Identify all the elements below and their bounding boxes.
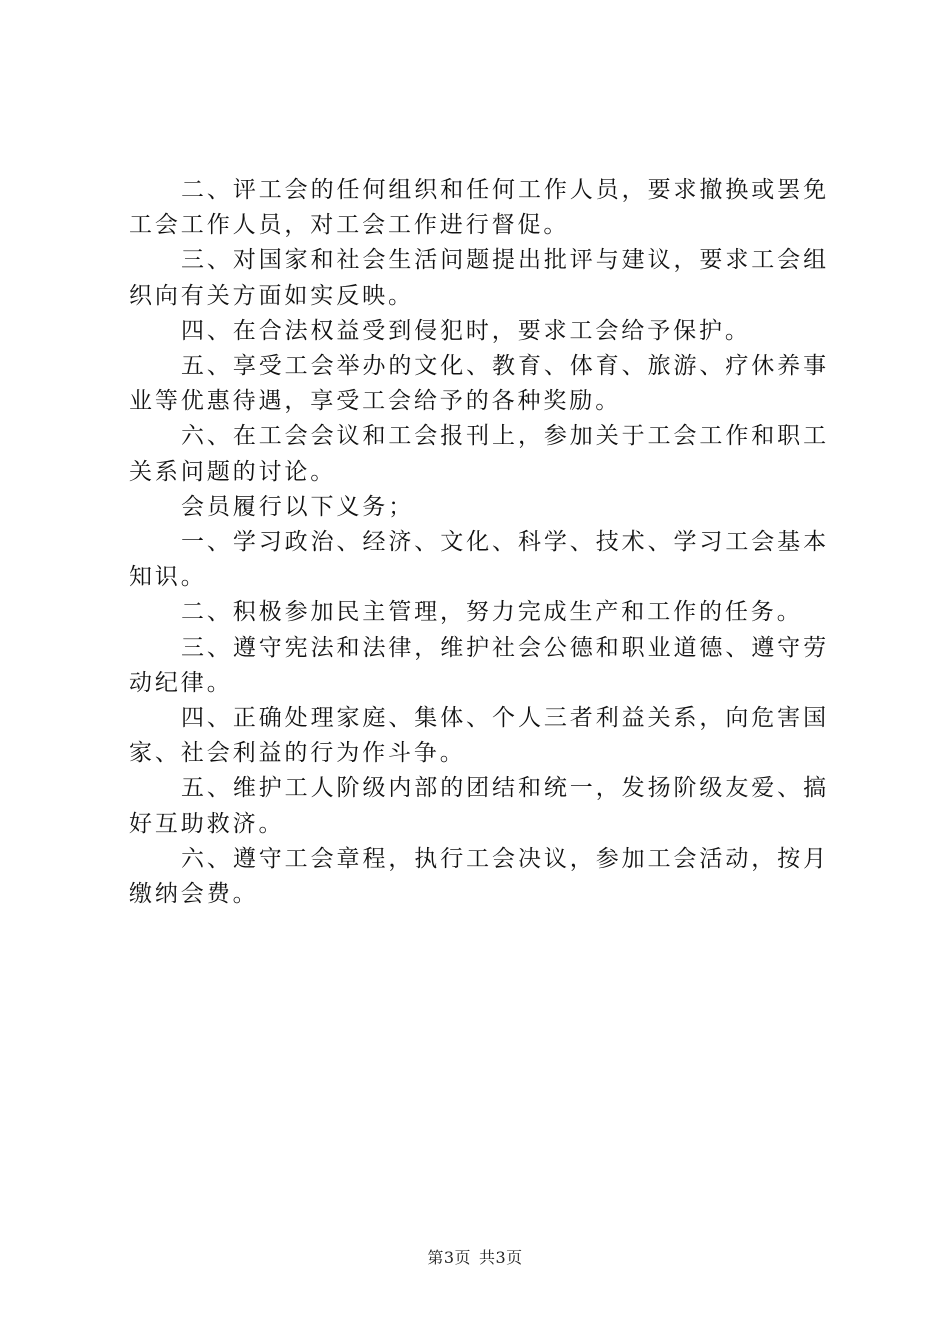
paragraph-right-supervise: 二、评工会的任何组织和任何工作人员，要求撤换或罢免工会工作人员，对工会工作进行督促。 (129, 177, 829, 239)
paragraph-right-benefits: 五、享受工会举办的文化、教育、体育、旅游、疗休养事业等优惠待遇，享受工会给予的各种奖励。 (129, 353, 829, 415)
page-footer (0, 1245, 950, 1268)
paragraph-duties-heading: 会员履行以下义务； (181, 493, 415, 520)
paragraph-duty-law: 三、遵守宪法和法律，维护社会公德和职业道德、遵守劳动纪律。 (129, 634, 829, 696)
paragraph-duty-interests: 四、正确处理家庭、集体、个人三者利益关系，向危害国家、社会利益的行为作斗争。 (129, 705, 829, 767)
paragraph-right-discussion: 六、在工会会议和工会报刊上，参加关于工会工作和职工关系问题的讨论。 (129, 423, 829, 485)
paragraph-duty-management: 二、积极参加民主管理，努力完成生产和工作的任务。 (181, 599, 803, 626)
page-number: 第3页 (427, 1248, 471, 1267)
paragraph-right-protection: 四、在合法权益受到侵犯时，要求工会给予保护。 (181, 317, 751, 344)
document-body (129, 173, 829, 912)
paragraph-duty-dues: 六、遵守工会章程，执行工会决议，参加工会活动，按月缴纳会费。 (129, 845, 829, 908)
paragraph-duty-unity: 五、维护工人阶级内部的团结和统一，发扬阶级友爱、搞好互助救济。 (129, 775, 829, 837)
paragraph-right-criticize: 三、对国家和社会生活问题提出批评与建议，要求工会组织向有关方面如实反映。 (129, 247, 829, 309)
page-total: 共3页 (479, 1248, 523, 1267)
paragraph-duty-study: 一、学习政治、经济、文化、科学、技术、学习工会基本知识。 (129, 529, 829, 591)
